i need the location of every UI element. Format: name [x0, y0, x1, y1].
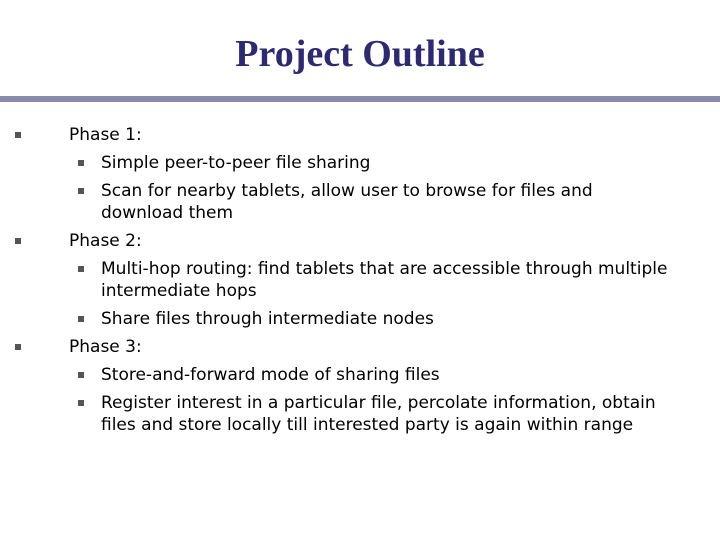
square-bullet-icon: [15, 344, 21, 350]
slide-title: Project Outline: [235, 33, 485, 75]
phase-3-subitem: [0, 392, 720, 436]
phase-1-label: Phase 1:: [69, 125, 142, 145]
phase-3-item: [0, 336, 720, 358]
square-bullet-icon: [78, 188, 84, 194]
phase-1-subitem: [0, 152, 720, 174]
square-bullet-icon: [78, 160, 84, 166]
phase-2-subitem-text: Share files through intermediate nodes: [101, 309, 434, 329]
phase-3-subitem: [0, 364, 720, 386]
square-bullet-icon: [78, 400, 84, 406]
phase-3-subitem-text: Store-and-forward mode of sharing files: [101, 365, 440, 385]
phase-1-subitem: [0, 180, 720, 224]
square-bullet-icon: [15, 132, 21, 138]
slide-content: [0, 124, 720, 442]
phase-2-subitem: [0, 258, 720, 302]
phase-2-label: Phase 2:: [69, 231, 142, 251]
phase-1-subitem-text: Scan for nearby tablets, allow user to browse for files and download them: [101, 181, 593, 223]
phase-2-subitem-text: Multi-hop routing: find tablets that are accessible through multiple intermediate hops: [101, 259, 668, 301]
phase-2-subitem: [0, 308, 720, 330]
title-divider: [0, 96, 720, 102]
square-bullet-icon: [78, 372, 84, 378]
phase-3-label: Phase 3:: [69, 337, 142, 357]
phase-1-item: [0, 124, 720, 146]
square-bullet-icon: [78, 316, 84, 322]
square-bullet-icon: [15, 238, 21, 244]
phase-1-subitem-text: Simple peer-to-peer file sharing: [101, 153, 371, 173]
phase-2-item: [0, 230, 720, 252]
phase-3-subitem-text: Register interest in a particular file, percolate information, obtain files and store locally till interested party is again within range: [101, 393, 656, 435]
square-bullet-icon: [78, 266, 84, 272]
